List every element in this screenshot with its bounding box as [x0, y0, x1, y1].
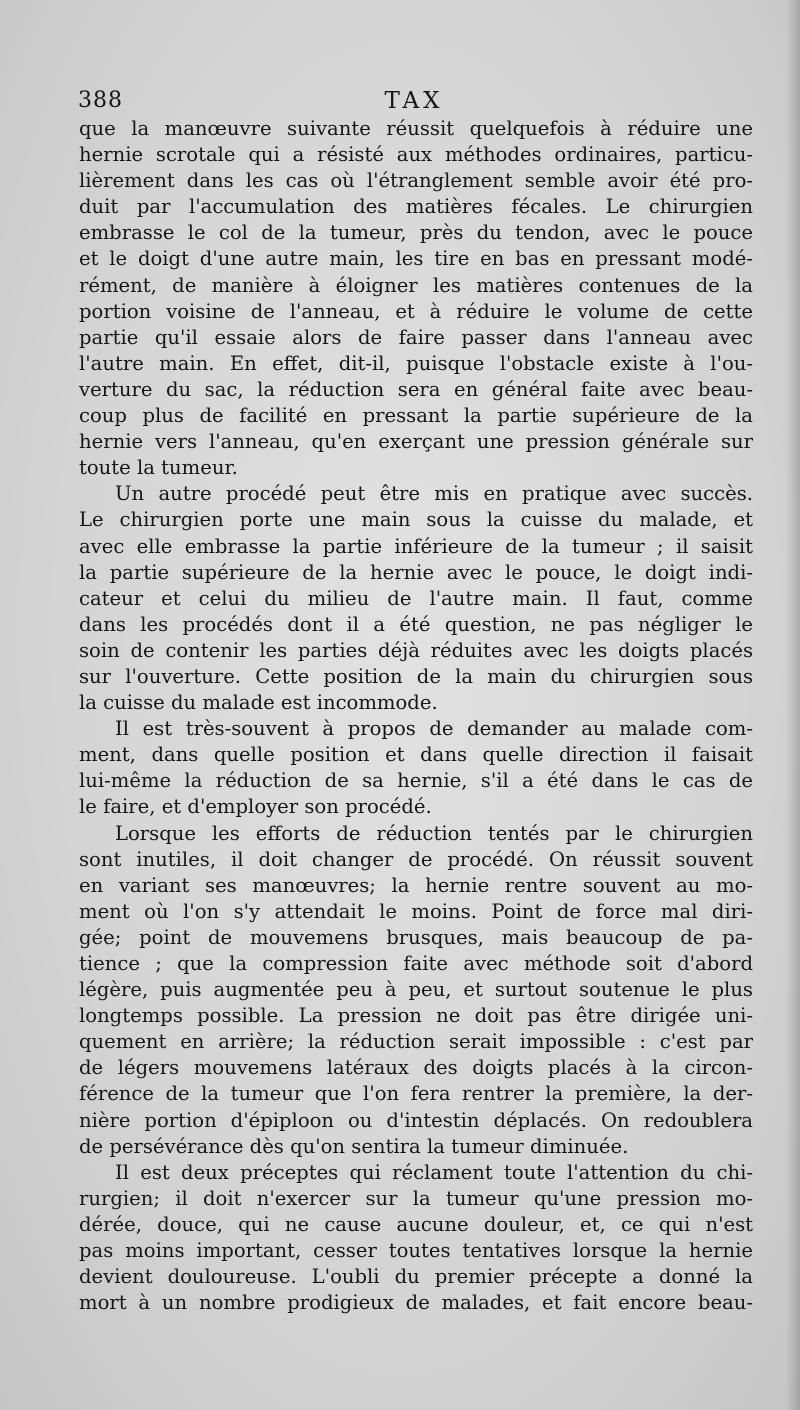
text-line: de persévérance dès qu'on sentira la tumeur diminuée. [79, 1134, 629, 1158]
text-line: férence de la tumeur que l'on fera rentrer la première, la der- [79, 1082, 753, 1106]
text-line: en variant ses manœuvres; la hernie rentre souvent au mo- [79, 873, 753, 897]
text-line: soin de contenir les parties déjà réduites avec les doigts placés [79, 638, 753, 662]
text-line: cateur et celui du milieu de l'autre main. Il faut, comme [79, 586, 753, 610]
text-line: Lorsque les efforts de réduction tentés par le chirurgien [115, 821, 753, 845]
text-line: rément, de manière à éloigner les matières contenues de la [79, 273, 753, 297]
text-line: lui-même la réduction de sa hernie, s'il a été dans le cas de [79, 769, 753, 793]
text-line: mort à un nombre prodigieux de malades, et fait encore beau- [79, 1291, 753, 1315]
text-line: avec elle embrasse la partie inférieure de la tumeur ; il saisit [79, 534, 753, 558]
text-line: partie qu'il essaie alors de faire passer dans l'anneau avec [79, 325, 753, 349]
text-line: toute la tumeur. [79, 456, 238, 480]
text-line: nière portion d'épiploon ou d'intestin déplacés. On redoublera [79, 1108, 753, 1132]
text-line: dérée, douce, qui ne cause aucune douleur, et, ce qui n'est [79, 1212, 753, 1236]
text-line: légère, puis augmentée peu à peu, et surtout soutenue le plus [79, 978, 753, 1002]
body-text [79, 116, 753, 1316]
text-line: Le chirurgien porte une main sous la cuisse du malade, et [79, 508, 753, 532]
text-line: pas moins important, cesser toutes tentatives lorsque la hernie [79, 1239, 753, 1263]
text-line: coup plus de facilité en pressant la partie supérieure de la [79, 404, 753, 428]
text-line: le faire, et d'employer son procédé. [79, 795, 432, 819]
text-line: sont inutiles, il doit changer de procédé. On réussit souvent [79, 847, 753, 871]
text-line: tience ; que la compression faite avec méthode soit d'abord [79, 952, 753, 975]
text-line: la cuisse du malade est incommode. [79, 691, 438, 715]
page-edge-shadow [786, 0, 800, 1410]
text-line: ment, dans quelle position et dans quelle direction il faisait [79, 743, 753, 767]
text-line: dans les procédés dont il a été question, ne pas négliger le [79, 612, 753, 636]
text-line: rurgien; il doit n'exercer sur la tumeur qu'une pression mo- [79, 1186, 753, 1210]
text-line: Un autre procédé peut être mis en pratique avec succès. [115, 482, 753, 506]
text-line: embrasse le col de la tumeur, près du tendon, avec le pouce [79, 221, 753, 245]
text-line: hernie vers l'anneau, qu'en exerçant une pression générale sur [79, 430, 753, 454]
text-line: devient douloureuse. L'oubli du premier précepte a donné la [79, 1265, 753, 1289]
text-line: Il est deux préceptes qui réclament toute l'attention du chi- [115, 1160, 753, 1184]
text-line: gée; point de mouvemens brusques, mais beaucoup de pa- [79, 925, 753, 949]
text-line: ment où l'on s'y attendait le moins. Point de force mal diri- [79, 899, 753, 923]
text-line: Il est très-souvent à propos de demander au malade com- [115, 717, 753, 741]
running-head: TAX [384, 88, 444, 114]
text-line: de légers mouvemens latéraux des doigts placés à la circon- [79, 1056, 753, 1080]
text-line: quement en arrière; la réduction serait impossible : c'est par [79, 1030, 753, 1054]
text-line: lièrement dans les cas où l'étranglement semble avoir été pro- [79, 169, 753, 193]
text-line: portion voisine de l'anneau, et à réduire le volume de cette [79, 299, 753, 323]
text-line: longtemps possible. La pression ne doit pas être dirigée uni- [79, 1004, 753, 1028]
text-line: duit par l'accumulation des matières fécales. Le chirurgien [79, 195, 753, 219]
text-line: la partie supérieure de la hernie avec le pouce, le doigt indi- [79, 560, 753, 584]
text-line: sur l'ouverture. Cette position de la main du chirurgien sous [79, 664, 753, 688]
page-number: 388 [78, 88, 123, 113]
text-line: et le doigt d'une autre main, les tire en bas en pressant modé- [79, 247, 753, 271]
page-header [78, 88, 750, 118]
text-line: hernie scrotale qui a résisté aux méthodes ordinaires, particu- [79, 143, 753, 167]
text-line: verture du sac, la réduction sera en général faite avec beau- [79, 377, 753, 401]
text-line: l'autre main. En effet, dit-il, puisque l'obstacle existe à l'ou- [79, 351, 753, 375]
text-line: que la manœuvre suivante réussit quelquefois à réduire une [79, 117, 753, 140]
